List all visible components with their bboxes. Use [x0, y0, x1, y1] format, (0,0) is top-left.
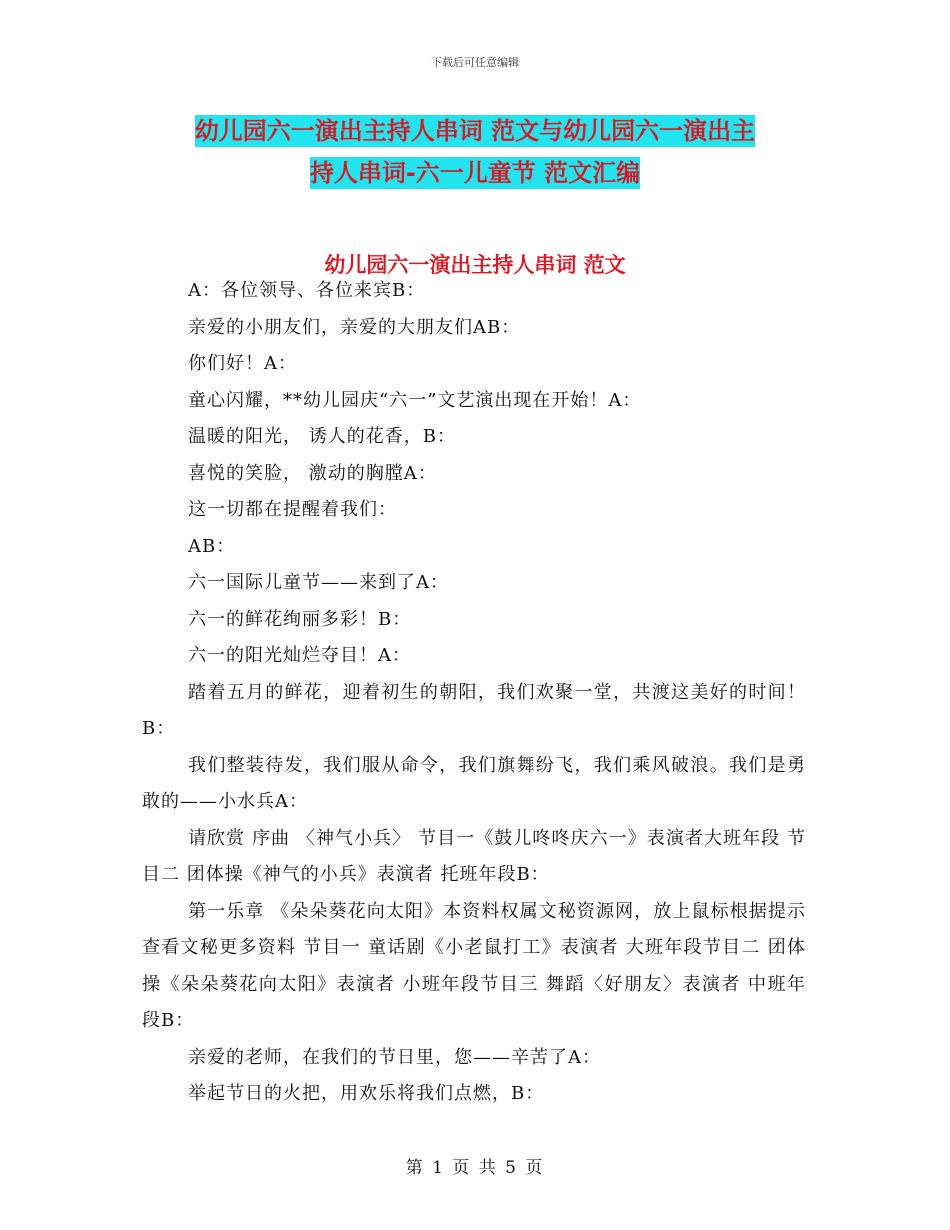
paragraph: A：各位领导、各位来宾B： — [188, 280, 426, 301]
paragraph: 亲爱的小朋友们，亲爱的大朋友们AB： — [188, 316, 521, 338]
document-title — [140, 110, 810, 194]
paragraph: 童心闪耀，**幼儿园庆“六一”文艺演出现在开始！A： — [188, 389, 642, 411]
paragraph: 踏着五月的鲜花，迎着初生的朝阳，我们欢聚一堂，共渡这美好的时间！B： — [142, 681, 806, 739]
paragraph: 你们好！A： — [188, 353, 297, 374]
paragraph: 举起节日的火把，用欢乐将我们点燃，B： — [188, 1083, 545, 1104]
page-number-footer: 第 1 页 共 5 页 — [405, 1158, 545, 1178]
document-body — [142, 273, 806, 1113]
paragraph: 六一的鲜花绚丽多彩！B： — [188, 608, 412, 630]
paragraph: 六一国际儿童节——来到了A： — [188, 572, 449, 593]
paragraph: 我们整装待发，我们服从命令，我们旗舞纷飞，我们乘风破浪。我们是勇敢的——小水兵A： — [142, 754, 806, 812]
paragraph: 请欣赏 序曲 〈神气小兵〉 节目一《鼓儿咚咚庆六一》表演者大班年段 节目二 团体操《神气的小兵》表演者 托班年段B： — [142, 827, 806, 885]
paragraph: 亲爱的老师，在我们的节日里，您——辛苦了A： — [188, 1046, 601, 1068]
document-title-line-2: 持人串词-六一儿童节 范文汇编 — [309, 159, 641, 187]
paragraph: 第一乐章 《朵朵葵花向太阳》本资料权属文秘资源网，放上鼠标根据提示查看文秘更多资料 节目一 童话剧《小老鼠打工》表演者 大班年段节目二 团体操《朵朵葵花向太阳》表演者 小班年段节目三 舞蹈〈好朋友〉表演者 中班年段B： — [142, 900, 806, 1031]
paragraph: AB： — [188, 535, 236, 557]
paragraph: 喜悦的笑脸， 激动的胸膛A： — [188, 462, 437, 484]
document-title-line-1: 幼儿园六一演出主持人串词 范文与幼儿园六一演出主 — [194, 117, 756, 145]
paragraph: 六一的阳光灿烂夺目！A： — [188, 645, 411, 666]
paragraph: 这一切都在提醒着我们： — [188, 499, 397, 520]
section-title: 幼儿园六一演出主持人串词 范文 — [324, 253, 626, 277]
page-header-note: 下载后可任意编辑 — [431, 56, 519, 69]
paragraph: 温暖的阳光， 诱人的花香，B： — [188, 426, 456, 447]
